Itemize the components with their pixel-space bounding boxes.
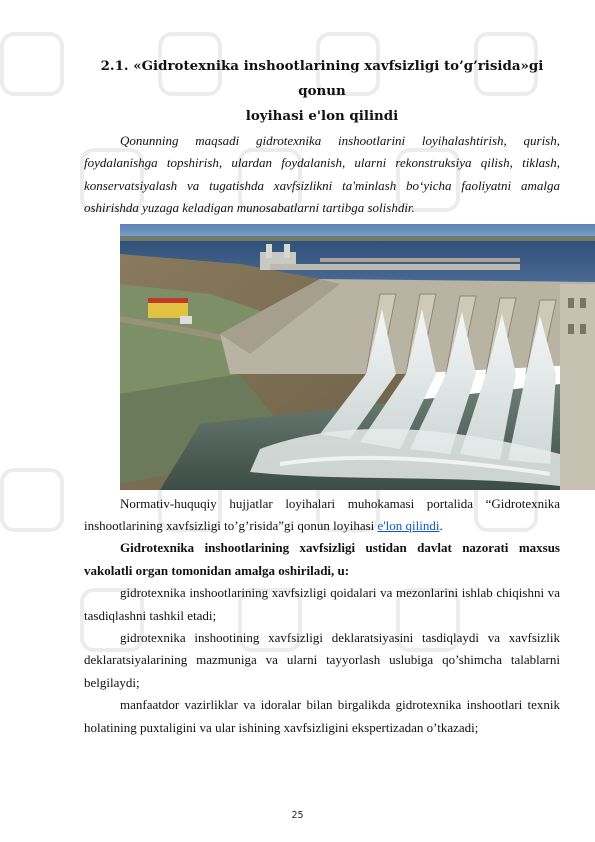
hydroelectric-dam-photo (120, 224, 595, 490)
state-supervision-paragraph: Gidrotexnika inshootlarining xavfsizligi ustidan davlat nazorati maxsus vakolatli organ tomonidan amalga oshiriladi, u: (84, 540, 560, 578)
list-item: manfaatdor vazirliklar va idoralar bilan birgalikda gidrotexnika inshootlari texnik holatining puxtaligini va ular ishining xavfsizligini ekspertizadan o’tkazadi; (84, 697, 560, 735)
section-title-line-2: loyihasi e'lon qilindi (245, 108, 399, 124)
list-item: gidrotexnika inshootlarining xavfsizligi qoidalari va mezonlarini ishlab chiqishni va tasdiqlashni tashkil etadi; (84, 585, 560, 623)
portal-announcement-end: . (439, 518, 443, 534)
page-number: 25 (291, 810, 304, 821)
intro-paragraph: Qonunning maqsadi gidrotexnika inshootlarini loyihalashtirish, qurish, foydalanishga topshirish, ulardan foydalanish, ularni rekonstruksiya qilish, tiklash, konservatsiyalash va tugatishda xavfsizlikni ta'minlash bo‘yicha faoliyatni amalga oshirishda yuzaga keladigan munosabatlarni tartibga solishdir. (84, 133, 560, 216)
list-item: gidrotexnika inshootining xavfsizligi deklaratsiyasini tasdiqlaydi va xavfsizlik deklaratsiyalarining mazmuniga va ularni tayyorlash uslubiga qo’shimcha talablarni belgilaydi; (84, 630, 560, 690)
section-title (84, 54, 560, 129)
portal-announcement-text: Normativ-huquqiy hujjatlar loyihalari muhokamasi portalida “Gidrotexnika inshootlarining xavfsizligi to’g’risida”gi qonun loyihasi (84, 495, 560, 534)
announcement-link[interactable]: e'lon qilindi (377, 518, 440, 534)
portal-announcement-paragraph (84, 493, 560, 538)
section-title-line-1: 2.1. «Gidrotexnika inshootlarining xavfsizligi to’g’risida»gi qonun (100, 58, 544, 99)
document-page (84, 54, 560, 739)
